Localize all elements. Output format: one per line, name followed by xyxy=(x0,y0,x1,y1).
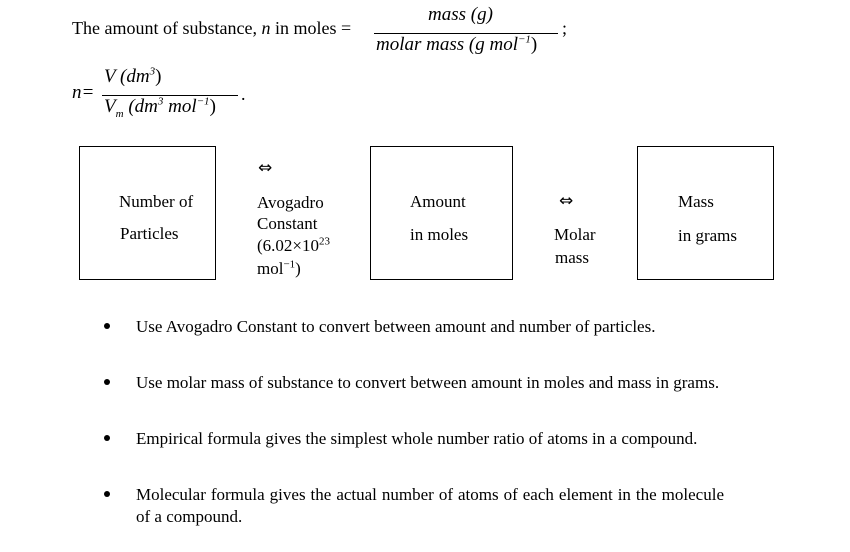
bullet-icon xyxy=(104,379,110,385)
molar-mass-label-line2: mass xyxy=(555,248,589,267)
avogadro-label-line3: ($6.02\times 10^{23}$ xyxy=(257,235,330,255)
amount-in-moles-box xyxy=(370,146,513,280)
list-item: Use molar mass of substance to convert between amount in moles and mass in grams. xyxy=(136,373,720,392)
amount-formula-numerator: mass (g) xyxy=(428,4,493,25)
particles-box-line1: Number of xyxy=(119,192,194,211)
volume-formula-denominator: $V_m$ ($dm^3$ mol$^{-1}$) xyxy=(104,95,216,120)
moles-box-line2: in moles xyxy=(410,225,469,244)
mass-box-line2: in grams xyxy=(678,226,738,245)
avogadro-label-line1: Avogadro xyxy=(257,193,324,212)
volume-formula-period: . xyxy=(241,84,246,104)
bullet-icon xyxy=(104,491,110,497)
volume-formula-numerator: V $(dm^3)$ xyxy=(104,65,162,87)
mass-in-grams-box xyxy=(637,146,774,280)
avogadro-label-line2: Constant xyxy=(257,214,318,233)
bullet-icon xyxy=(104,435,110,441)
variable-n: n xyxy=(261,18,271,38)
list-item: Molecular formula gives the actual number of atoms of each element in the molecule of a compound. xyxy=(136,485,724,526)
mass-box-line1: Mass xyxy=(678,192,714,211)
number-of-particles-box xyxy=(79,146,216,280)
list-item: Empirical formula gives the simplest whole number ratio of atoms in a compound. xyxy=(136,429,698,448)
double-arrow-icon: ⇔ xyxy=(258,158,273,178)
amount-formula-semicolon: ; xyxy=(562,18,568,38)
moles-box-line1: Amount xyxy=(410,192,466,211)
volume-formula-lhs: n= xyxy=(72,82,95,103)
bullet-icon xyxy=(104,323,110,329)
molar-mass-label-line1: Molar xyxy=(554,225,596,244)
double-arrow-icon: ⇔ xyxy=(559,191,574,211)
list-item: Use Avogadro Constant to convert between amount and number of particles. xyxy=(136,317,656,336)
avogadro-label-line4: mol$^{-1}$) xyxy=(257,258,301,278)
amount-formula-denominator: molar mass (g mol$^{-1}$) xyxy=(376,33,538,55)
amount-formula-lead: The amount of substance, n in moles = xyxy=(72,18,352,38)
particles-box-line2: Particles xyxy=(120,224,179,243)
